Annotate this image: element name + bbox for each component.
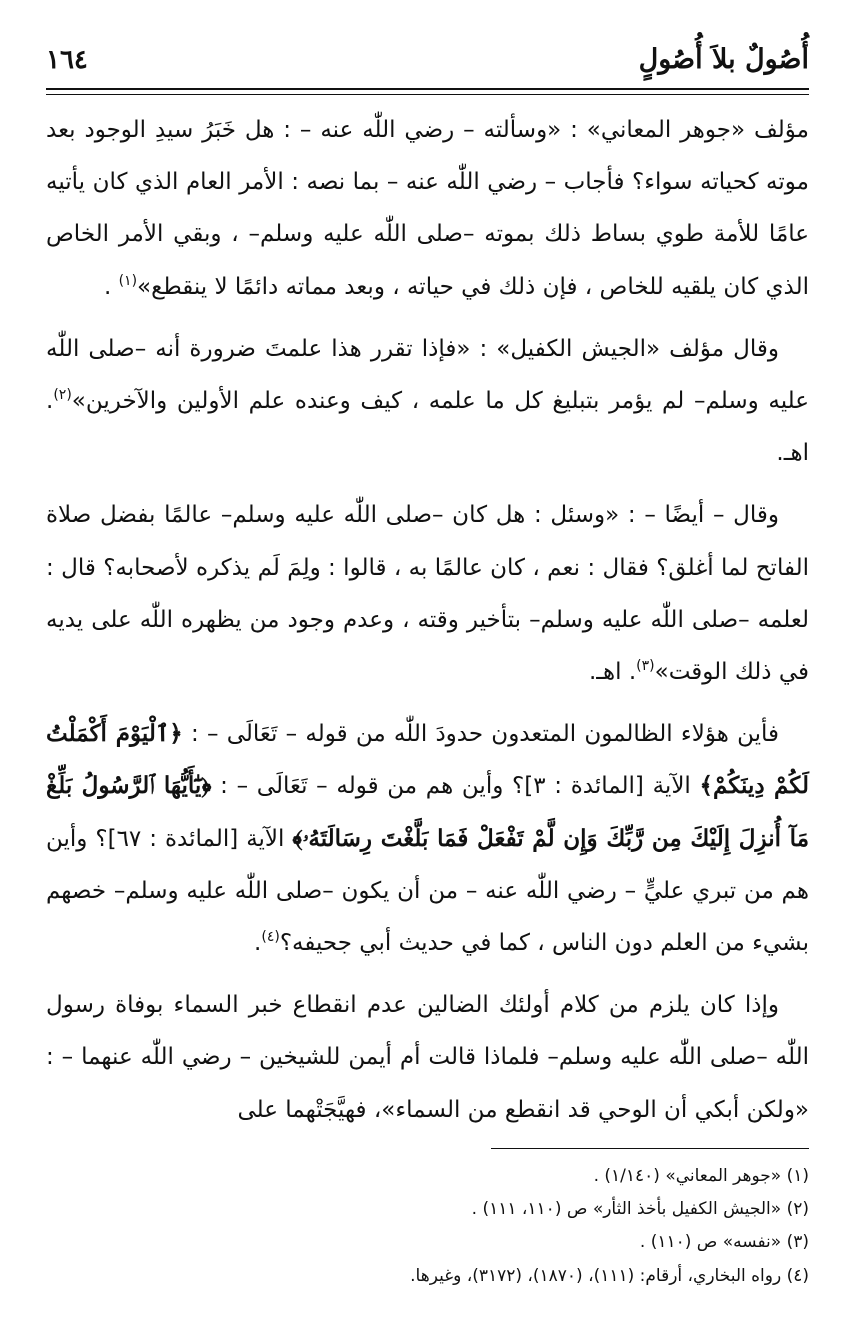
footnote-ref-3: (٣): [636, 658, 655, 675]
footnote-3: (٣) «نفسه» ص (١١٠) .: [639, 1232, 809, 1253]
paragraph-3: وقال – أيضًا – : «وسئل : هل كان –صلى اللّٰه عليه وسلم– عالمًا بفضل صلاة الفاتح لما أغلق؟ فقال : نعم ، كان عالمًا به ، قالوا : ولِمَ لَم يذكره لأصحابه؟ قال : لعلمه –صلى اللّٰه عليه وسلم– بتأخير وقته ، وعدم وجود من يظهره اللّٰه على يديه في ذلك الوقت»$^{(٣)}$. اهـ.: [46, 502, 809, 686]
paragraph-5: وإذا كان يلزم من كلام أولئك الضالين عدم انقطاع خبر السماء بوفاة رسول اللّٰه –صلى اللّٰه عليه وسلم– فلماذا قالت أم أيمن للشيخين – رضي اللّٰه عنهما – : «ولكن أبكي أن الوحي قد انقطع من السماء»، فهيَّجَتْهما على: [46, 992, 809, 1123]
footnote-ref-4: (٤): [261, 929, 280, 946]
footnote-1: (١) «جوهر المعاني» (١/١٤٠) .: [593, 1166, 809, 1186]
page-header: [46, 36, 809, 84]
paragraph-4: فأين هؤلاء الظالمون المتعدون حدودَ اللّٰه من قوله – تَعَالَى – : ﴿ٱلْيَوْمَ أَكْمَلْتُ لَكُمْ دِينَكُمْ﴾ الآية [المائدة : ٣]؟ وأين هم من قوله – تَعَالَى – : ﴿يَٰٓأَيُّهَا ٱلرَّسُولُ بَلِّغْ مَآ أُنزِلَ إِلَيْكَ مِن رَّبِّكَ وَإِن لَّمْ تَفْعَلْ فَمَا بَلَّغْتَ رِسَالَتَهُۥ﴾ الآية [المائدة : ٦٧]؟ وأين هم من تبري عليٍّ – رضي اللّٰه عنه – من أن يكون –صلى اللّٰه عليه وسلم– خصهم بشيء من العلم دون الناس ، كما في حديث أبي جحيفه؟$^{(٤)}$.: [46, 720, 810, 957]
footnote-ref-2: (٢): [53, 387, 72, 404]
quran-verse-1: ﴿ٱلْيَوْمَ أَكْمَلْتُ لَكُمْ دِينَكُمْ﴾: [46, 720, 809, 800]
footnote-ref-1: (١): [118, 272, 138, 289]
running-title: أُصُولٌ بلاَ أُصُولٍ: [638, 44, 809, 75]
quran-verse-2: ﴿يَٰٓأَيُّهَا ٱلرَّسُولُ بَلِّغْ مَآ أُنزِلَ إِلَيْكَ مِن رَّبِّكَ وَإِن لَّمْ تَفْعَلْ فَمَا بَلَّغْتَ رِسَالَتَهُۥ﴾: [46, 772, 810, 852]
paragraph-1: مؤلف «جوهر المعاني» : «وسألته – رضي اللّٰه عنه – : هل خَبَرُ سيدِ الوجود بعد موته كحياته سواء؟ فأجاب – رضي اللّٰه عنه – بما نصه : الأمر العام الذي كان يأتيه عامًا للأمة طوي بساط ذلك بموته –صلى اللّٰه عليه وسلم– ، وبقي الأمر الخاص الذي كان يلقيه للخاص ، فإن ذلك في حياته ، وبعد مماته دائمًا لا ينقطع»$^{(١)}$ .: [46, 117, 809, 300]
header-rule-thick: [46, 88, 809, 90]
footnote-separator: [491, 1148, 809, 1149]
footnote-4: (٤) رواه البخاري، أرقام: (١١١)، (١٨٧٠)، (٣١٧٢)، وغيرها.: [410, 1265, 809, 1286]
footnotes: [46, 1160, 809, 1293]
main-text: [46, 104, 809, 1146]
footnote-2: (٢) «الجيش الكفيل بأخذ الثأر» ص (١١٠، ١١١) .: [471, 1199, 809, 1220]
page-number: ١٦٤: [46, 45, 88, 75]
paragraph-2: وقال مؤلف «الجيش الكفيل» : «فإذا تقرر هذا علمتَ ضرورة أنه –صلى اللّٰه عليه وسلم– لم يؤمر بتبليغ كل ما علمه ، كيف وعنده علم الأولين والآخرين»$^{(٢)}$. اهـ.: [46, 335, 809, 467]
header-rule-thin: [46, 94, 809, 95]
